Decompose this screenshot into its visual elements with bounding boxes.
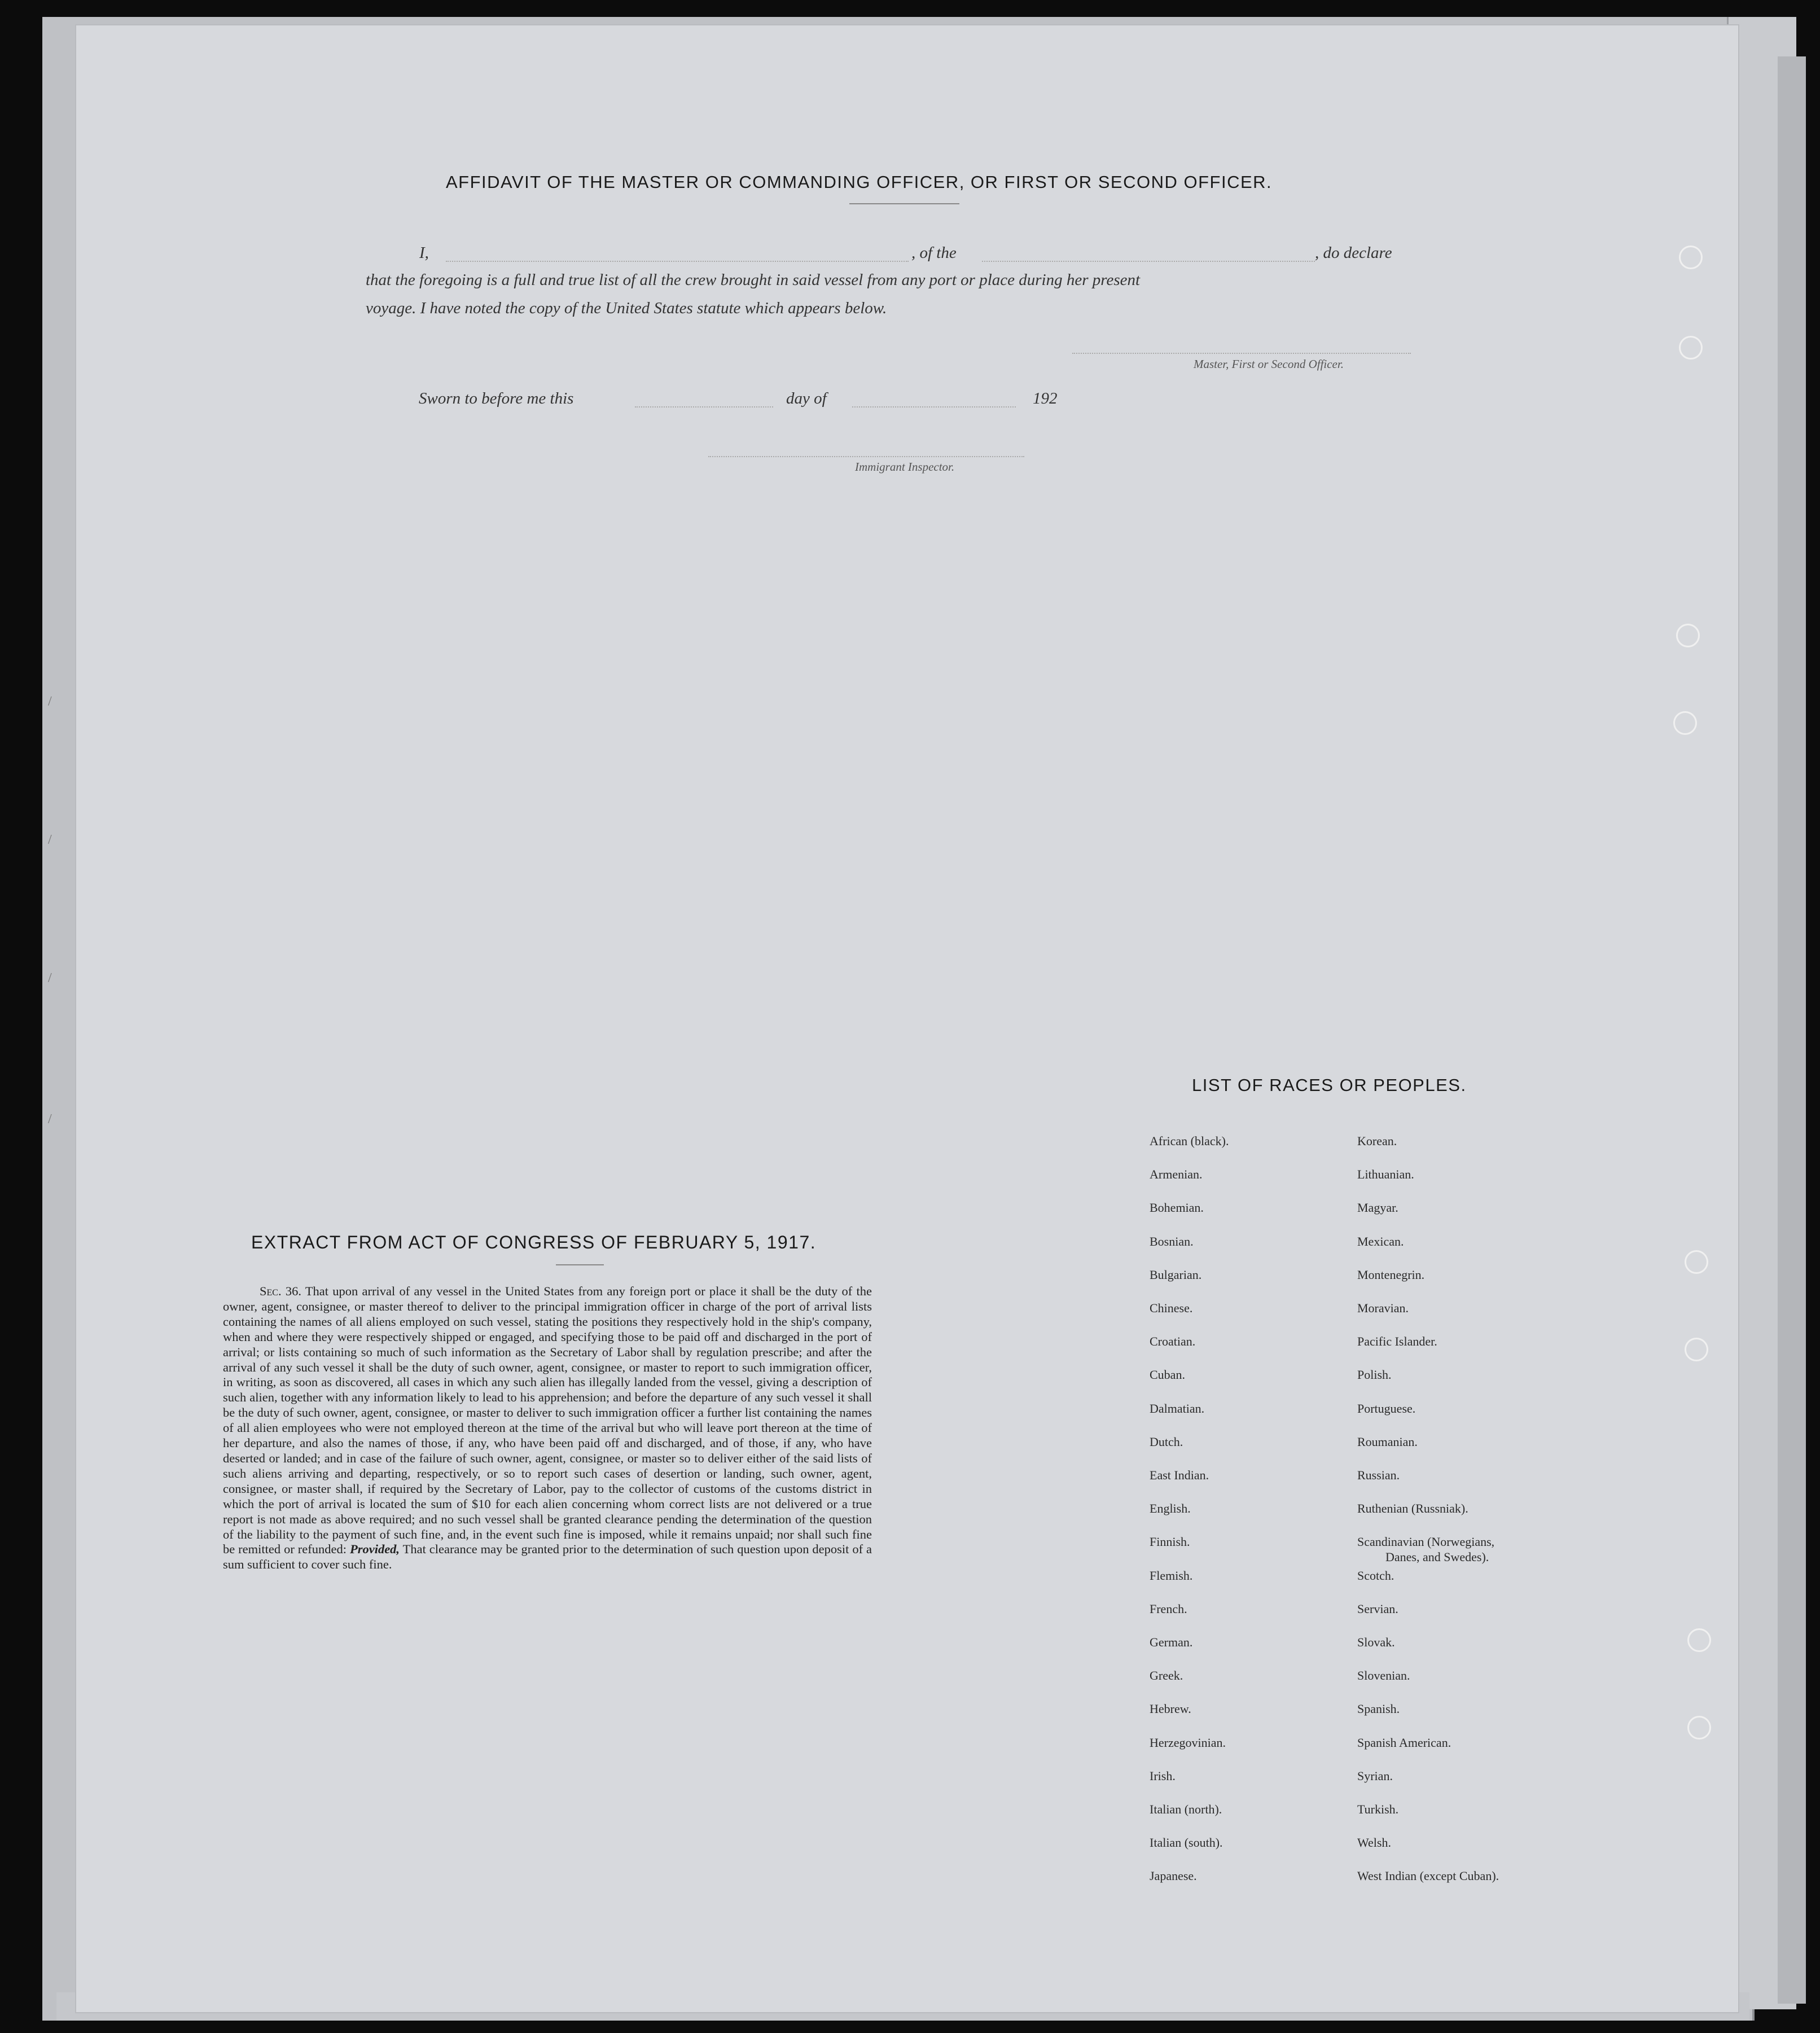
sworn-label: Sworn to before me this xyxy=(419,389,574,408)
race-item: Syrian. xyxy=(1357,1768,1393,1783)
master-signature-caption: Master, First or Second Officer. xyxy=(1194,357,1344,371)
punch-hole xyxy=(1673,711,1697,735)
affidavit-title: AFFIDAVIT OF THE MASTER OR COMMANDING OFFICER, OR FIRST OR SECOND OFFICER. xyxy=(446,172,1273,192)
edge-mark: / xyxy=(48,1112,52,1127)
race-item: Bohemian. xyxy=(1150,1200,1204,1215)
race-item: Italian (north). xyxy=(1150,1802,1222,1816)
month-blank-line xyxy=(852,406,1016,408)
race-item: Montenegrin. xyxy=(1357,1267,1425,1282)
race-item: Lithuanian. xyxy=(1357,1167,1414,1182)
race-item: French. xyxy=(1150,1601,1187,1616)
race-item: Korean. xyxy=(1357,1134,1397,1148)
punch-hole xyxy=(1679,246,1703,269)
race-item: Bosnian. xyxy=(1150,1234,1194,1248)
race-item: Japanese. xyxy=(1150,1869,1197,1883)
affidavit-i-label: I, xyxy=(419,244,429,262)
race-item: Finnish. xyxy=(1150,1535,1190,1549)
race-item: Scandinavian (Norwegians, xyxy=(1357,1535,1495,1549)
affidavit-title-rule xyxy=(849,203,959,204)
race-item: Greek. xyxy=(1150,1668,1183,1683)
race-item: Pacific Islander. xyxy=(1357,1334,1437,1349)
extract-title-rule xyxy=(556,1264,604,1265)
underlying-page-edge-2 xyxy=(1778,56,1806,2004)
race-item: Turkish. xyxy=(1357,1802,1399,1816)
inspector-signature-line xyxy=(708,456,1024,457)
race-item: Herzegovinian. xyxy=(1150,1735,1226,1750)
race-item: Mexican. xyxy=(1357,1234,1404,1248)
edge-mark: / xyxy=(48,694,52,709)
race-item: Hebrew. xyxy=(1150,1702,1191,1716)
punch-hole xyxy=(1685,1338,1708,1361)
race-item: Slovak. xyxy=(1357,1635,1395,1649)
race-item: Cuban. xyxy=(1150,1368,1185,1382)
punch-hole xyxy=(1676,624,1700,647)
section-label: Sec. 36. xyxy=(260,1284,301,1298)
race-item: Armenian. xyxy=(1150,1167,1203,1182)
affidavit-declare-label: , do declare xyxy=(1315,244,1392,262)
race-item: Magyar. xyxy=(1357,1200,1398,1215)
race-item: Irish. xyxy=(1150,1768,1176,1783)
affidavit-line-3: voyage. I have noted the copy of the United States statute which appears below. xyxy=(366,299,887,317)
race-item: Roumanian. xyxy=(1357,1434,1418,1449)
race-item: Dalmatian. xyxy=(1150,1401,1205,1416)
edge-mark: / xyxy=(48,833,52,847)
punch-hole xyxy=(1685,1250,1708,1274)
punch-hole xyxy=(1687,1716,1711,1740)
inspector-signature-caption: Immigrant Inspector. xyxy=(855,460,955,474)
provided-word: Provided, xyxy=(349,1542,400,1557)
race-item: German. xyxy=(1150,1635,1193,1649)
race-item: Slovenian. xyxy=(1357,1668,1410,1683)
edge-mark: / xyxy=(48,971,52,985)
race-item: Chinese. xyxy=(1150,1301,1193,1315)
section-36-text xyxy=(223,1284,872,1572)
race-item: African (black). xyxy=(1150,1134,1229,1148)
race-item: Polish. xyxy=(1357,1368,1392,1382)
race-item: Russian. xyxy=(1357,1468,1400,1482)
vessel-blank-line xyxy=(982,261,1315,262)
race-item: Dutch. xyxy=(1150,1434,1183,1449)
race-item: Moravian. xyxy=(1357,1301,1409,1315)
document-page xyxy=(76,25,1738,2012)
race-item: Scotch. xyxy=(1357,1568,1394,1583)
day-of-label: day of xyxy=(786,389,827,408)
race-item: Ruthenian (Russniak). xyxy=(1357,1501,1468,1516)
master-signature-line xyxy=(1072,353,1411,354)
day-blank-line xyxy=(635,406,773,408)
race-item: Spanish American. xyxy=(1357,1735,1451,1750)
race-item: West Indian (except Cuban). xyxy=(1357,1869,1499,1883)
extract-title: EXTRACT FROM ACT OF CONGRESS OF FEBRUARY 5, 1917. xyxy=(251,1232,817,1252)
race-item: Servian. xyxy=(1357,1601,1398,1616)
race-item: Danes, and Swedes). xyxy=(1385,1550,1489,1565)
race-item: Portuguese. xyxy=(1357,1401,1416,1416)
race-item: English. xyxy=(1150,1501,1191,1516)
race-item: Croatian. xyxy=(1150,1334,1196,1349)
race-item: East Indian. xyxy=(1150,1468,1209,1482)
name-blank-line xyxy=(446,261,909,262)
race-item: Bulgarian. xyxy=(1150,1267,1202,1282)
race-item: Italian (south). xyxy=(1150,1835,1223,1850)
affidavit-line-2: that the foregoing is a full and true list of all the crew brought in said vessel from any port or place during her present xyxy=(366,271,1141,289)
year-label: 192 xyxy=(1033,389,1058,408)
section-body-end: That clearance may be granted prior to the determination of such question upon deposit of a sum sufficient to cover such fine. xyxy=(223,1542,872,1572)
punch-hole xyxy=(1679,336,1703,360)
affidavit-of-the-label: , of the xyxy=(911,244,957,262)
race-item: Spanish. xyxy=(1357,1702,1400,1716)
race-item: Welsh. xyxy=(1357,1835,1391,1850)
races-title: LIST OF RACES OR PEOPLES. xyxy=(1192,1075,1467,1095)
race-item: Flemish. xyxy=(1150,1568,1193,1583)
section-body: That upon arrival of any vessel in the United States from any foreign port or place it shall be the duty of the owner, agent, consignee, or master thereof to deliver to the principal immigration officer in charge of the port of arrival lists containing the names of all aliens employed on such vessel, stating the positions they respectively hold in the ship's company, when and where they were respectively shipped or engaged, and specifying those to be paid off and discharged in the port of arrival; or lists containing so much of such information as the Secretary of Labor shall by regulation prescribe; and after the arrival of any such vessel it shall be the duty of such owner, agent, consignee, or master to report to such immigration officer, in writing, as soon as discovered, all cases in which any such alien has illegally landed from the vessel, giving a description of such alien, together with any information likely to lead to his apprehension; and before the departure of any such vessel it shall be the duty of such owner, agent, consignee, or master to deliver to such immigration officer a further list containing the names of all alien employees who were not employed thereon at the time of the arrival but who will leave port thereon at the time of her departure, and also the names of those, if any, who have been paid off and discharged, and of those, if any, who have deserted or landed; and in case of the failure of such owner, agent, consignee, or master so to deliver either of the said lists of such aliens arriving and departing, respectively, or so to report such cases of desertion or landing, such owner, agent, consignee, or master shall, if required by the Secretary of Labor, pay to the collector of customs of the customs district in which the port of arrival is located the sum of $10 for each alien concerning whom correct lists are not delivered or a true report is not made as above required; and no such vessel shall be granted clearance pending the determination of the question of the liability to the payment of such fine, and, in the event such fine is imposed, while it remains unpaid; nor shall such fine be remitted or refunded: xyxy=(223,1284,872,1557)
punch-hole xyxy=(1687,1628,1711,1652)
